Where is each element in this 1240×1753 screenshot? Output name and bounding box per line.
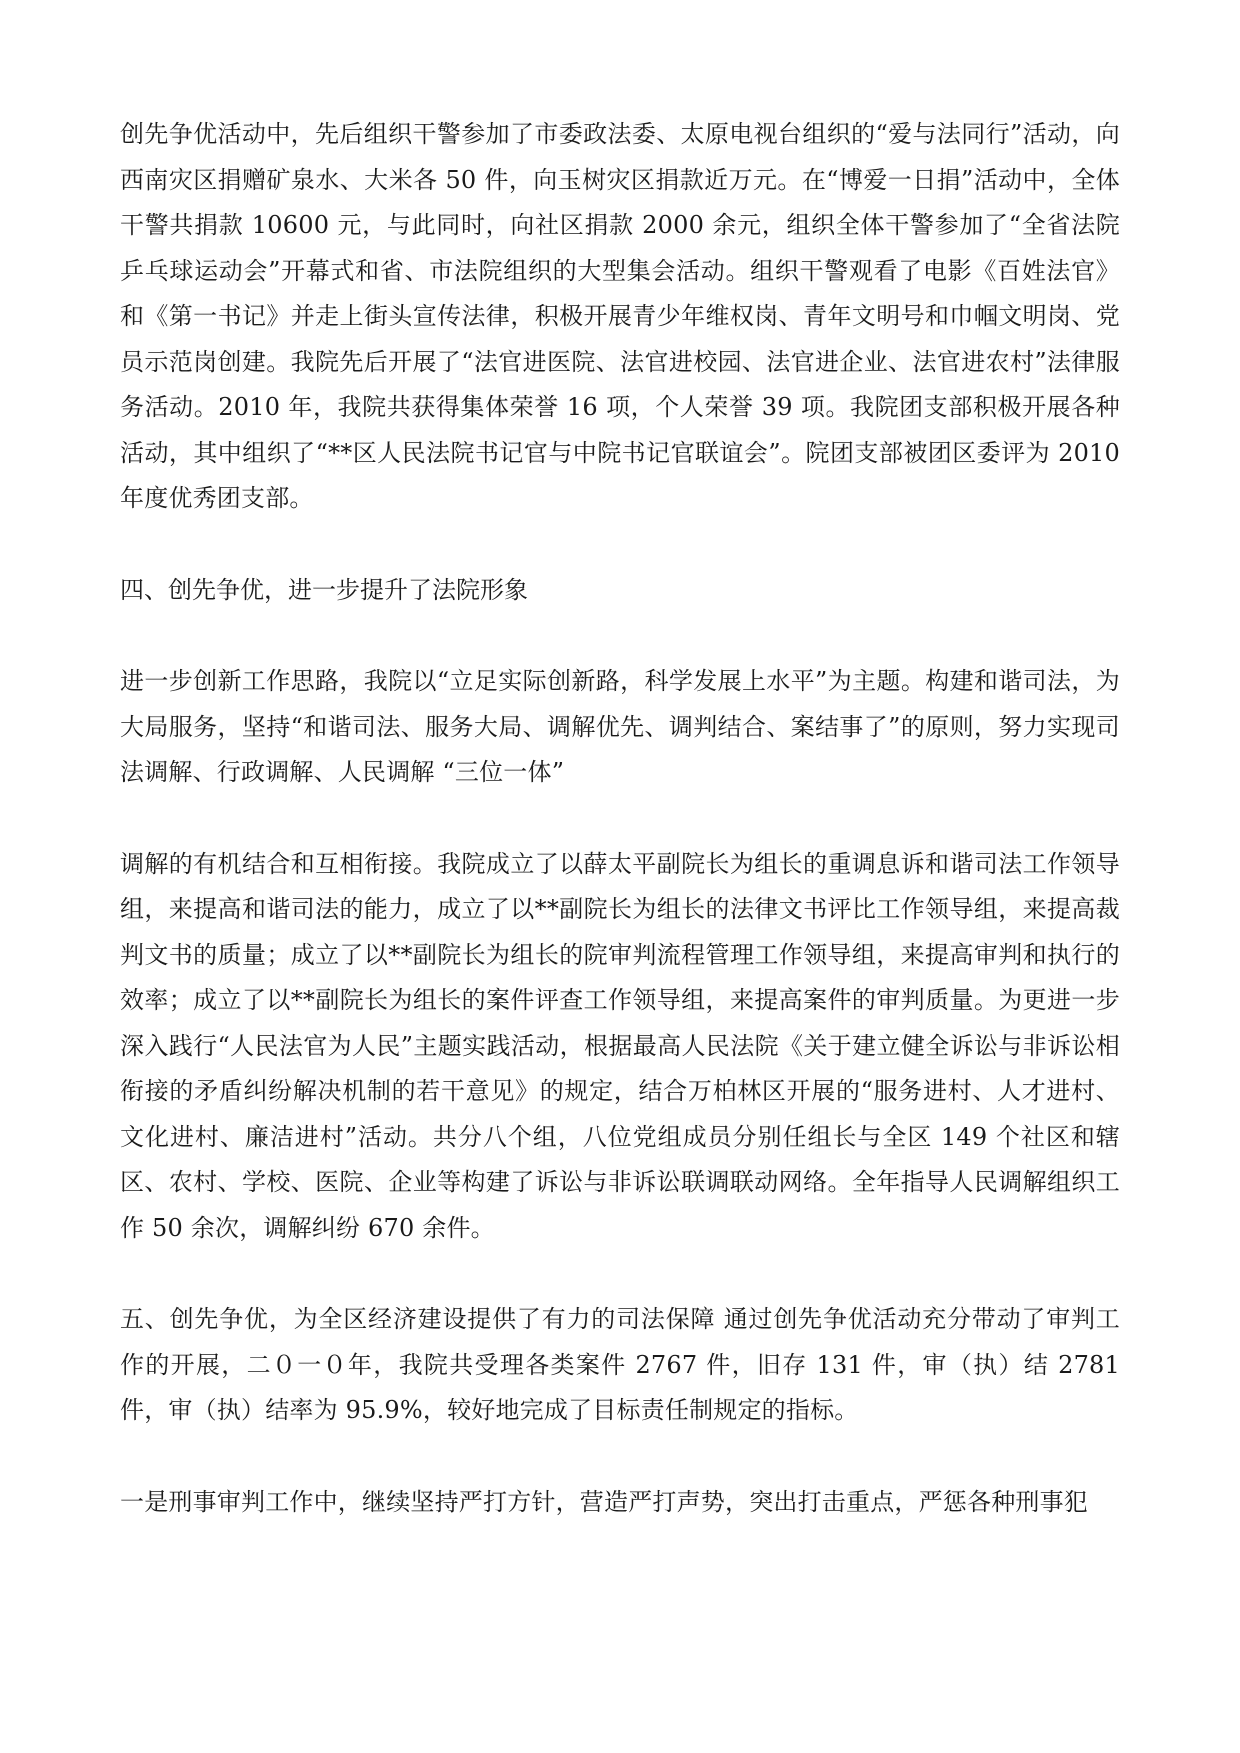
paragraph-activities: 创先争优活动中，先后组织干警参加了市委政法委、太原电视台组织的“爱与法同行”活动，向西南灾区捐赠矿泉水、大米各 50 件，向玉树灾区捐款近万元。在“博爱一日捐”活动中，全体干警共捐款 10600 元，与此同时，向社区捐款 2000 余元，组织全体干警参加了“全省法院乒乓球运动会”开幕式和省、市法院组织的大型集会活动。组织干警观看了电影《百姓法官》和《第一书记》并走上街头宣传法律，积极开展青少年维权岗、青年文明号和巾帼文明岗、党员示范岗创建。我院先后开展了“法官进医院、法官进校园、法官进企业、法官进农村”法律服务活动。2010 年，我院共获得集体荣誉 16 项，个人荣誉 39 项。我院团支部积极开展各种活动，其中组织了“**区人民法院书记官与中院书记官联谊会”。院团支部被团区委评为 2010 年度优秀团支部。: [120, 120, 1120, 512]
paragraph-mediation: 调解的有机结合和互相衔接。我院成立了以薛太平副院长为组长的重调息诉和谐司法工作领导组，来提高和谐司法的能力，成立了以**副院长为组长的法律文书评比工作领导组，来提高裁判文书的质量；成立了以**副院长为组长的院审判流程管理工作领导组，来提高审判和执行的效率；成立了以**副院长为组长的案件评查工作领导组，来提高案件的审判质量。为更进一步深入践行“人民法官为人民”主题实践活动，根据最高人民法院《关于建立健全诉讼与非诉讼相衔接的矛盾纠纷解决机制的若干意见》的规定，结合万柏林区开展的“服务进村、人才进村、文化进村、廉洁进村”活动。共分八个组，八位党组成员分别任组长与全区 149 个社区和辖区、农村、学校、医院、企业等构建了诉讼与非诉讼联调联动网络。全年指导人民调解组织工作 50 余次，调解纠纷 670 余件。: [120, 849, 1120, 1242]
document-body: [120, 112, 1120, 1525]
paragraph-innovation: 进一步创新工作思路，我院以“立足实际创新路，科学发展上水平”为主题。构建和谐司法，为大局服务，坚持“和谐司法、服务大局、调解优先、调判结合、案结事了”的原则，努力实现司法调解、行政调解、人民调解 “三位一体”: [120, 667, 1120, 786]
paragraph-criminal-trial: 一是刑事审判工作中，继续坚持严打方针，营造严打声势，突出打击重点，严惩各种刑事犯: [120, 1487, 1088, 1516]
section-heading-four: 四、创先争优，进一步提升了法院形象: [120, 575, 528, 604]
paragraph-section-five: 五、创先争优，为全区经济建设提供了有力的司法保障 通过创先争优活动充分带动了审判工作的开展，二０一０年，我院共受理各类案件 2767 件，旧存 131 件，审（执）结 2781 件，审（执）结率为 95.9%，较好地完成了目标责任制规定的指标。: [120, 1305, 1120, 1424]
